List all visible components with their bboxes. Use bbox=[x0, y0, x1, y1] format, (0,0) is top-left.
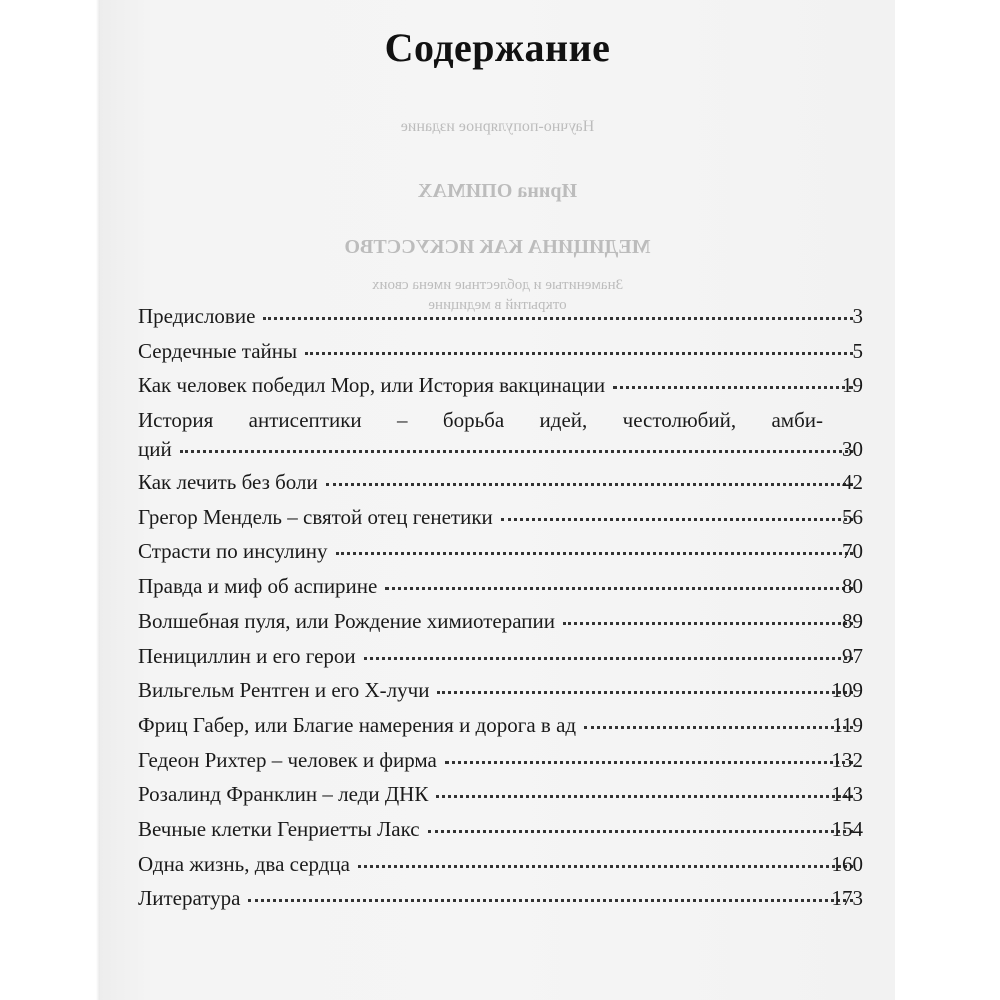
toc-entry-title: Гедеон Рихтер – человек и фирма bbox=[138, 747, 437, 772]
toc-page-number: 3 bbox=[852, 304, 863, 328]
toc-page-number: 56 bbox=[842, 504, 863, 529]
bleed-through-text: Научно-популярное издание bbox=[400, 118, 595, 135]
toc-entry-title: Одна жизнь, два сердца bbox=[138, 851, 350, 876]
dot-leader bbox=[180, 448, 853, 453]
dot-leader bbox=[263, 315, 853, 320]
toc-entry-title: Грегор Мендель – святой отец генетики bbox=[138, 504, 493, 529]
toc-entry-title: Предисловие bbox=[138, 304, 256, 328]
toc-page-number: 154 bbox=[831, 816, 863, 841]
toc-page-number: 173 bbox=[831, 886, 863, 911]
toc-entry[interactable] bbox=[138, 677, 863, 712]
toc-entry[interactable] bbox=[138, 712, 863, 747]
dot-leader bbox=[248, 897, 853, 902]
dot-leader bbox=[437, 689, 853, 694]
toc-page-number: 97 bbox=[842, 643, 863, 668]
toc-page-number: 160 bbox=[831, 851, 863, 876]
dot-leader bbox=[358, 863, 853, 868]
toc-entry[interactable] bbox=[138, 747, 863, 782]
page-title: Содержание bbox=[384, 25, 611, 70]
toc-page-number: 42 bbox=[842, 470, 863, 495]
toc-entry-title: Правда и миф об аспирине bbox=[138, 574, 378, 599]
toc-entry-title: Фриц Габер, или Благие намерения и дорога в ад bbox=[138, 712, 577, 737]
dot-leader bbox=[364, 655, 853, 660]
dot-leader bbox=[305, 350, 853, 355]
toc-page-number: 19 bbox=[842, 373, 863, 398]
toc-entry[interactable] bbox=[138, 538, 863, 573]
toc-entry[interactable] bbox=[138, 469, 863, 504]
toc-page-number: 30 bbox=[842, 437, 863, 462]
toc-entry[interactable] bbox=[138, 573, 863, 608]
toc-entry[interactable] bbox=[138, 885, 863, 920]
toc-entry[interactable] bbox=[138, 407, 863, 469]
toc-entry-title: Как человек победил Мор, или История вакцинации bbox=[138, 373, 606, 398]
bleed-through-text: МЕДИЦИНА КАК ИСКУССТВО bbox=[344, 236, 651, 258]
toc-entry[interactable] bbox=[138, 303, 863, 338]
toc-page-number: 89 bbox=[842, 608, 863, 633]
toc-entry-title: История антисептики – борьба идей, честолюбий, амби- bbox=[138, 408, 823, 433]
toc-entry-title: Волшебная пуля, или Рождение химиотерапии bbox=[138, 608, 555, 633]
toc-entry-title: Литература bbox=[138, 886, 241, 911]
dot-leader bbox=[336, 550, 853, 555]
toc-entry[interactable] bbox=[138, 504, 863, 539]
toc-entry[interactable] bbox=[138, 816, 863, 851]
dot-leader bbox=[326, 481, 853, 486]
table-of-contents bbox=[138, 303, 863, 920]
toc-entry[interactable] bbox=[138, 338, 863, 373]
toc-page-number: 143 bbox=[831, 782, 863, 807]
toc-entry-title: Как лечить без боли bbox=[138, 470, 318, 495]
toc-entry[interactable] bbox=[138, 851, 863, 886]
toc-entry-title: Пенициллин и его герои bbox=[138, 643, 356, 668]
dot-leader bbox=[428, 828, 853, 833]
toc-page-number: 109 bbox=[831, 678, 863, 703]
toc-entry-title-continued: ций bbox=[138, 437, 172, 462]
toc-entry-title: Вечные клетки Генриетты Лакс bbox=[138, 816, 420, 841]
toc-page-number: 70 bbox=[842, 539, 863, 564]
toc-entry-title: Вильгельм Рентген и его Х-лучи bbox=[138, 678, 430, 703]
bleed-through-text: Ирина ОПИМАХ bbox=[417, 180, 578, 202]
toc-page-number: 80 bbox=[842, 574, 863, 599]
toc-page-number: 5 bbox=[852, 338, 863, 363]
toc-entry[interactable] bbox=[138, 643, 863, 678]
dot-leader bbox=[445, 759, 853, 764]
bleed-through-text: Знаменитые и доблестные имена своих bbox=[371, 277, 624, 293]
book-page bbox=[100, 0, 895, 1000]
dot-leader bbox=[501, 516, 853, 521]
toc-entry-title: Сердечные тайны bbox=[138, 338, 298, 363]
toc-entry-title: Страсти по инсулину bbox=[138, 539, 328, 564]
toc-entry-title: Розалинд Франклин – леди ДНК bbox=[138, 782, 429, 807]
toc-page-number: 132 bbox=[831, 747, 863, 772]
dot-leader bbox=[385, 585, 853, 590]
toc-page-number: 119 bbox=[832, 712, 863, 737]
bleed-through-text: открытий в медицине bbox=[428, 297, 567, 313]
toc-entry[interactable] bbox=[138, 608, 863, 643]
toc-entry[interactable] bbox=[138, 781, 863, 816]
toc-entry[interactable] bbox=[138, 372, 863, 407]
dot-leader bbox=[436, 793, 853, 798]
